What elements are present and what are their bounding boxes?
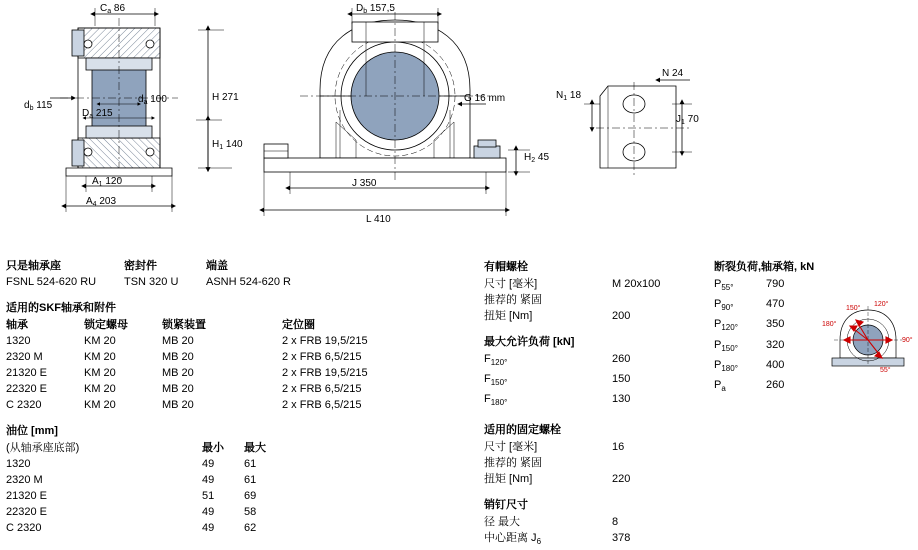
table-row	[6, 488, 476, 504]
left-text-block	[6, 258, 476, 536]
table-row	[6, 349, 476, 365]
cell-min: 49	[202, 458, 215, 470]
pin-dia-label: 径 最大	[484, 515, 521, 528]
cell-locknut: KM 20	[84, 399, 116, 411]
table-row	[6, 333, 476, 349]
table-row	[6, 456, 476, 472]
cell-max: 62	[244, 522, 257, 534]
cell-bearing: C 2320	[6, 399, 42, 411]
cell-bearing: C 2320	[6, 522, 42, 534]
angle-label-150: 150°	[846, 305, 861, 312]
table-row	[6, 472, 476, 488]
cell-min: 49	[202, 522, 215, 534]
cell-max: 61	[244, 474, 257, 486]
rupture-row	[714, 276, 914, 296]
dim-H2: $H_2$ 45	[524, 152, 550, 164]
cell-bearing: 21320 E	[6, 367, 47, 379]
bearing-section-title: 适用的SKF轴承和附件	[6, 302, 116, 314]
cell-locknut: KM 20	[84, 367, 116, 379]
fix-torque-label: 扭矩 [Nm]	[484, 472, 533, 485]
rupture-label-p120: $P_{120^\circ}$	[714, 318, 738, 333]
cell-locknut: KM 20	[84, 335, 116, 347]
cell-lockwasher: MB 20	[162, 335, 194, 347]
cell-locknut: KM 20	[84, 383, 116, 395]
product-values-row	[6, 274, 476, 290]
cell-bearing: 2320 M	[6, 474, 43, 486]
dim-db: $d_b$ 115	[24, 100, 53, 112]
rupture-value-pa: 260	[766, 378, 785, 391]
pin-center-value: 378	[612, 531, 631, 544]
cell-bearing: 22320 E	[6, 506, 47, 518]
technical-drawings	[0, 0, 918, 240]
cell-locating-ring: 2 x FRB 6,5/215	[282, 383, 362, 395]
table-row	[6, 365, 476, 381]
product-headers-row	[6, 258, 476, 274]
value-end-cover: ASNH 524-620 R	[206, 276, 291, 288]
cell-lockwasher: MB 20	[162, 383, 194, 395]
load-section-title: 最大允许负荷 [kN]	[484, 336, 575, 348]
rupture-row	[714, 377, 914, 397]
load-value-f180: 130	[612, 393, 631, 406]
dim-H: H 271	[212, 92, 239, 103]
pin-section-title: 销钉尺寸	[484, 498, 528, 511]
cell-min: 49	[202, 474, 215, 486]
cell-lockwasher: MB 20	[162, 367, 194, 379]
bolt-section-title: 有帽螺栓	[484, 261, 528, 273]
header-housing: 只是轴承座	[6, 260, 61, 272]
fix-torque-note: 推荐的 紧固	[484, 456, 543, 469]
dim-N: N 24	[662, 68, 684, 79]
pin-row	[484, 514, 784, 530]
col-locknut: 锁定螺母	[84, 319, 128, 331]
fix-section-title: 适用的固定螺栓	[484, 423, 561, 436]
cell-locating-ring: 2 x FRB 19,5/215	[282, 335, 368, 347]
cell-locating-ring: 2 x FRB 6,5/215	[282, 351, 362, 363]
rupture-label-p150: $P_{150^\circ}$	[714, 338, 738, 353]
rupture-value-p90: 470	[766, 298, 785, 311]
col-lockwasher: 锁紧装置	[162, 319, 206, 331]
load-label-f180: $F_{180^\circ}$	[484, 393, 508, 408]
cell-locating-ring: 2 x FRB 19,5/215	[282, 367, 368, 379]
angle-label-120: 120°	[874, 301, 889, 308]
fix-row	[484, 439, 784, 455]
pin-row	[484, 530, 784, 550]
bolt-torque-note: 推荐的 紧固	[484, 294, 543, 306]
col-min: 最小	[202, 442, 224, 454]
axial-section-title: 油位 [mm]	[6, 425, 58, 437]
col-max: 最大	[244, 442, 266, 454]
axial-note-row	[6, 440, 476, 456]
dim-H1: $H_1$ 140	[212, 139, 243, 151]
rupture-label-p90: $P_{90^\circ}$	[714, 298, 734, 313]
col-bearing: 轴承	[6, 319, 28, 331]
cell-bearing: 22320 E	[6, 383, 47, 395]
table-row	[6, 504, 476, 520]
pin-center-label: 中心距离 $J_6$	[484, 531, 542, 546]
rupture-value-p55: 790	[766, 278, 785, 290]
load-label-f120: $F_{120^\circ}$	[484, 353, 508, 368]
bolt-size-label: 尺寸 [毫米]	[484, 278, 538, 290]
value-seal: TSN 320 U	[124, 276, 179, 288]
dim-A1: $A_1$ 120	[92, 176, 123, 188]
angle-label-55: 55°	[880, 367, 891, 374]
cell-max: 61	[244, 458, 257, 470]
fix-row	[484, 455, 784, 471]
pin-dia-value: 8	[612, 515, 619, 528]
load-value-f150: 150	[612, 373, 631, 386]
dim-G: G 16 mm	[464, 93, 506, 104]
cell-bearing: 21320 E	[6, 490, 47, 502]
angle-label-180: 180°	[822, 321, 837, 328]
cell-min: 51	[202, 490, 215, 502]
table-row	[6, 381, 476, 397]
dim-Ca: $C_a$ 86	[100, 3, 126, 15]
axial-section-note: (从轴承座底部)	[6, 442, 80, 454]
fix-size-label: 尺寸 [毫米]	[484, 440, 538, 453]
fix-torque-value: 220	[612, 472, 631, 485]
cell-bearing: 2320 M	[6, 351, 43, 363]
angle-label-90: 90°	[902, 337, 913, 344]
bolt-torque-value: 200	[612, 310, 631, 322]
load-label-f150: $F_{150^\circ}$	[484, 373, 508, 388]
rupture-label-pa: $P_a$	[714, 378, 726, 394]
dim-da: $d_a$ 100	[138, 94, 167, 106]
fix-size-value: 16	[612, 440, 625, 453]
cell-lockwasher: MB 20	[162, 351, 194, 363]
rupture-value-p180: 400	[766, 358, 785, 371]
dim-Da: $D_a$ 215	[82, 108, 113, 120]
fix-row	[484, 471, 784, 487]
dim-N1: $N_1$ 18	[556, 90, 582, 102]
rupture-value-p150: 320	[766, 338, 785, 351]
header-end-cover: 端盖	[206, 260, 228, 272]
load-direction-figure	[822, 296, 914, 374]
dim-A4: $A_4$ 203	[86, 196, 117, 208]
rupture-value-p120: 350	[766, 318, 785, 331]
col-locating-ring: 定位圈	[282, 319, 315, 331]
bolt-size-value: M 20x100	[612, 278, 661, 290]
table-row	[6, 520, 476, 536]
cell-locknut: KM 20	[84, 351, 116, 363]
rupture-load-title: 断裂负荷,轴承箱, kN	[714, 261, 815, 273]
rupture-label-p180: $P_{180^\circ}$	[714, 358, 738, 373]
cell-bearing: 1320	[6, 458, 31, 470]
rupture-label-p55: $P_{55^\circ}$	[714, 278, 734, 293]
dim-L: L 410	[366, 214, 391, 225]
cell-lockwasher: MB 20	[162, 399, 194, 411]
drawing-svg	[0, 0, 918, 240]
cell-locating-ring: 2 x FRB 6,5/215	[282, 399, 362, 411]
bolt-torque-label: 扭矩 [Nm]	[484, 310, 533, 322]
cell-max: 58	[244, 506, 257, 518]
value-housing: FSNL 524-620 RU	[6, 276, 97, 288]
cell-min: 49	[202, 506, 215, 518]
dim-Db: $D_b$ 157,5	[356, 3, 395, 15]
cell-max: 69	[244, 490, 257, 502]
cell-bearing: 1320	[6, 335, 31, 347]
table-row	[6, 397, 476, 413]
bearing-table-header	[6, 317, 476, 333]
fix-torque-note-value	[612, 455, 702, 471]
load-value-f120: 260	[612, 353, 631, 365]
dim-J: J 350	[352, 178, 377, 189]
header-seal: 密封件	[124, 260, 157, 272]
bolt-torque-note-value	[612, 292, 702, 308]
dim-J1: $J_1$ 70	[676, 114, 699, 126]
